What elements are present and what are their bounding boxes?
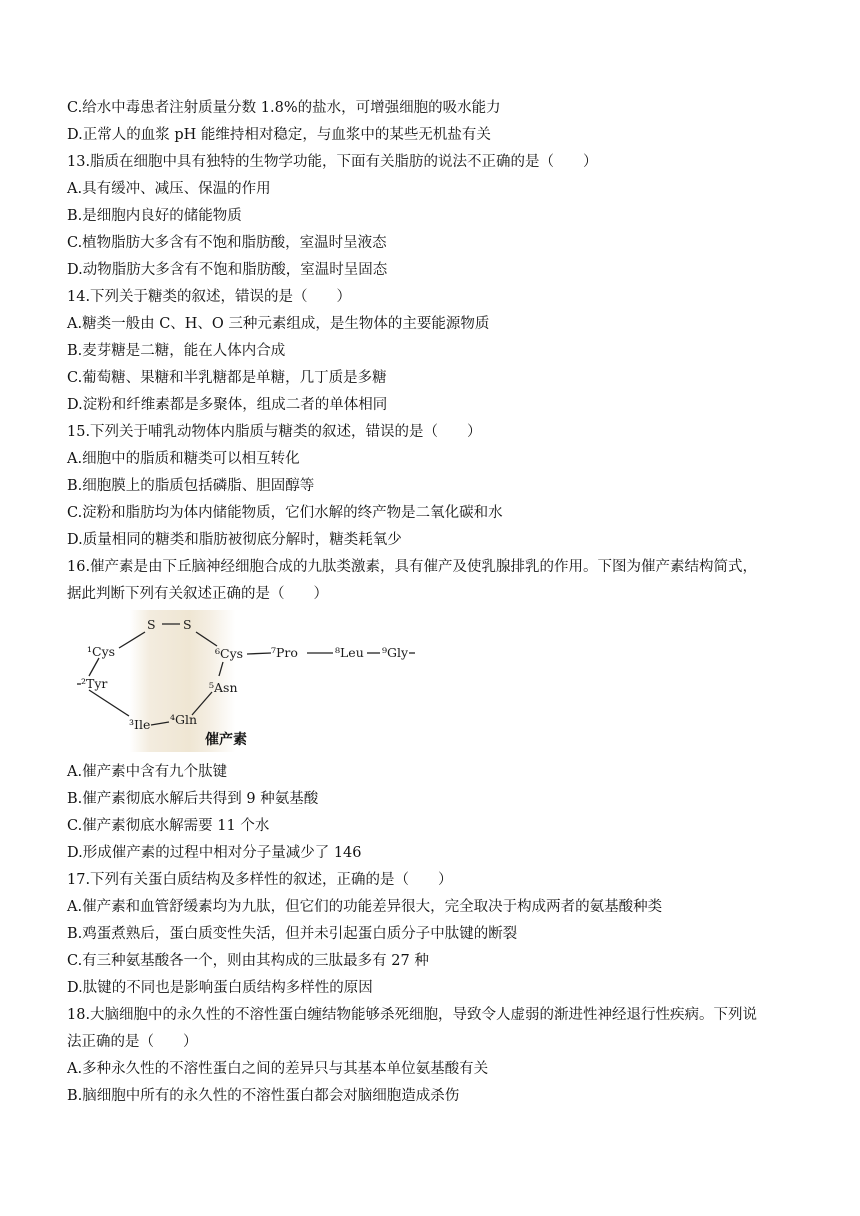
questions-16-18 bbox=[67, 759, 807, 1110]
bond-ile-gln bbox=[151, 722, 169, 725]
text-line: B.麦芽糖是二糖，能在人体内合成 bbox=[67, 343, 286, 359]
text-line: A.具有缓冲、减压、保温的作用 bbox=[67, 181, 271, 197]
text-line: B.鸡蛋煮熟后，蛋白质变性失活，但并未引起蛋白质分子中肽键的断裂 bbox=[67, 926, 518, 942]
residue-leu8: ⁸Leu bbox=[335, 645, 364, 660]
oxytocin-diagram bbox=[77, 610, 417, 755]
residue-cys6: ⁶Cys bbox=[215, 646, 244, 661]
text-line: D.动物脂肪大多含有不饱和脂肪酸，室温时呈固态 bbox=[67, 262, 388, 278]
text-line: C.植物脂肪大多含有不饱和脂肪酸，室温时呈液态 bbox=[67, 235, 387, 251]
text-line: A.催产素和血管舒缓素均为九肽，但它们的功能差异很大，完全取决于构成两者的氨基酸种类 bbox=[67, 899, 663, 915]
bond-cys6-pro bbox=[247, 653, 271, 654]
text-line: 15.下列关于哺乳动物体内脂质与糖类的叙述，错误的是（ ） bbox=[67, 424, 482, 440]
text-line: A.催产素中含有九个肽键 bbox=[67, 764, 228, 780]
text-line: D.肽键的不同也是影响蛋白质结构多样性的原因 bbox=[67, 980, 373, 996]
text-line: C.给水中毒患者注射质量分数 1.8%的盐水，可增强细胞的吸水能力 bbox=[67, 100, 501, 116]
text-line: A.细胞中的脂质和糖类可以相互转化 bbox=[67, 451, 300, 467]
figure-caption: 催产素 bbox=[205, 732, 247, 748]
text-line: 13.脂质在细胞中具有独特的生物学功能，下面有关脂肪的说法不正确的是（ ） bbox=[67, 154, 598, 170]
bond-cys1-tyr bbox=[89, 658, 99, 676]
text-line: 18.大脑细胞中的永久性的不溶性蛋白缠结物能够杀死细胞，导致令人虚弱的渐进性神经退行性疾病。下列说 bbox=[67, 1007, 758, 1023]
question-text bbox=[67, 95, 807, 1110]
residue-gln4: ⁴Gln bbox=[170, 712, 198, 727]
text-line: D.形成催产素的过程中相对分子量减少了 146 bbox=[67, 845, 362, 861]
bond-tyr-ile bbox=[89, 690, 129, 716]
text-line: B.细胞膜上的脂质包括磷脂、胆固醇等 bbox=[67, 478, 315, 494]
questions-12-16 bbox=[67, 95, 807, 608]
text-line: C.有三种氨基酸各一个，则由其构成的三肽最多有 27 种 bbox=[67, 953, 429, 969]
text-line: B.脑细胞中所有的永久性的不溶性蛋白都会对脑细胞造成杀伤 bbox=[67, 1088, 460, 1104]
residue-asn5: ⁵Asn bbox=[209, 680, 238, 695]
text-line: C.葡萄糖、果糖和半乳糖都是单糖，几丁质是多糖 bbox=[67, 370, 387, 386]
text-line: D.正常人的血浆 pH 能维持相对稳定，与血浆中的某些无机盐有关 bbox=[67, 127, 491, 143]
residue-ile3: ³Ile bbox=[129, 717, 151, 732]
text-line: 17.下列有关蛋白质结构及多样性的叙述，正确的是（ ） bbox=[67, 872, 453, 888]
residue-gly9: ⁹Gly bbox=[382, 645, 409, 660]
text-line: D.淀粉和纤维素都是多聚体，组成二者的单体相同 bbox=[67, 397, 388, 413]
text-line: C.淀粉和脂肪均为体内储能物质，它们水解的终产物是二氧化碳和水 bbox=[67, 505, 503, 521]
oxytocin-structure-figure bbox=[67, 610, 807, 755]
sulfur-1: S bbox=[147, 617, 156, 632]
text-line: 16.催产素是由下丘脑神经细胞合成的九肽类激素，具有催产及使乳腺排乳的作用。下图为催产素结构简式， bbox=[67, 559, 758, 575]
residue-pro7: ⁷Pro bbox=[271, 645, 298, 660]
text-line: 法正确的是（ ） bbox=[67, 1034, 198, 1050]
sulfur-2: S bbox=[183, 617, 192, 632]
bond-s-cys6 bbox=[196, 632, 217, 646]
text-line: A.糖类一般由 C、H、O 三种元素组成，是生物体的主要能源物质 bbox=[67, 316, 490, 332]
bond-asn-cys6 bbox=[219, 662, 223, 676]
bond-s-cys1 bbox=[119, 632, 145, 648]
residue-cys1: ¹Cys bbox=[87, 644, 116, 659]
text-line: B.催产素彻底水解后共得到 9 种氨基酸 bbox=[67, 791, 319, 807]
text-line: C.催产素彻底水解需要 11 个水 bbox=[67, 818, 270, 834]
text-line: 14.下列关于糖类的叙述，错误的是（ ） bbox=[67, 289, 352, 305]
text-line: A.多种永久性的不溶性蛋白之间的差异只与其基本单位氨基酸有关 bbox=[67, 1061, 489, 1077]
text-line: B.是细胞内良好的储能物质 bbox=[67, 208, 242, 224]
text-line: D.质量相同的糖类和脂肪被彻底分解时，糖类耗氧少 bbox=[67, 532, 402, 548]
residue-tyr2: ²Tyr bbox=[81, 676, 108, 691]
text-line: 据此判断下列有关叙述正确的是（ ） bbox=[67, 586, 328, 602]
